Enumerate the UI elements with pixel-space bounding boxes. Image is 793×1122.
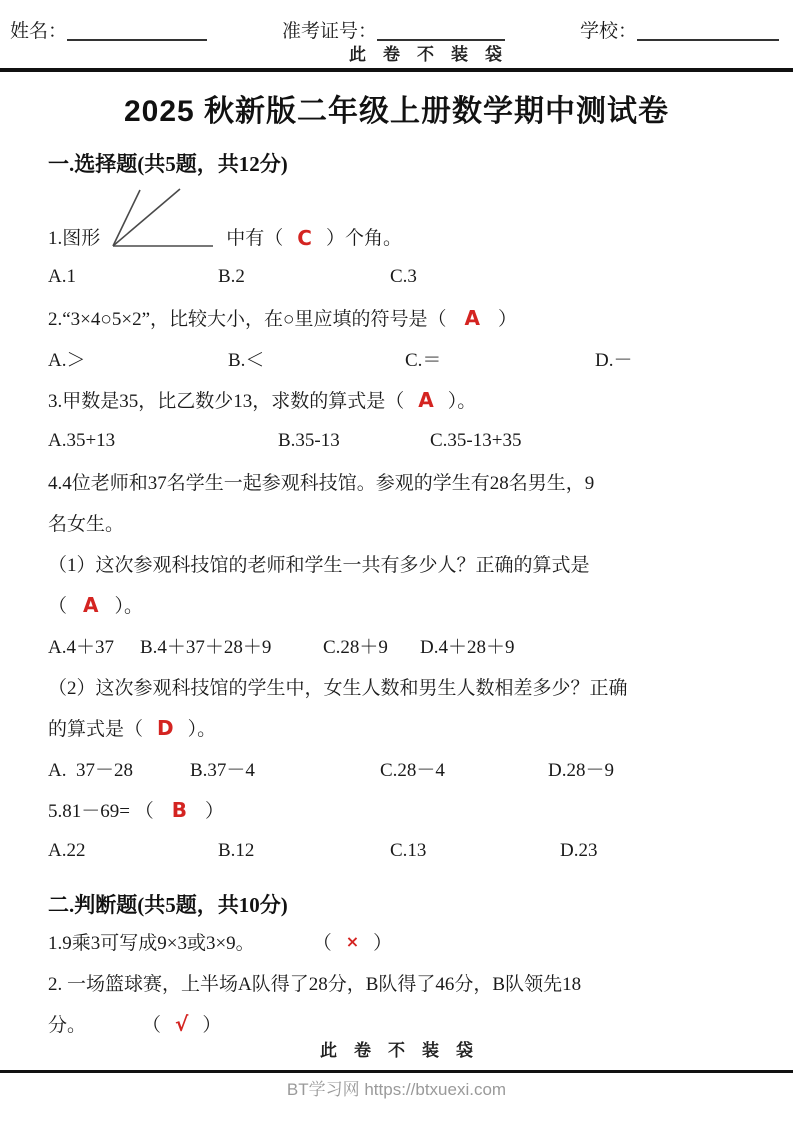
j1-answer-cross-mark: ×: [345, 932, 360, 951]
q2-text-post: ）: [497, 309, 517, 330]
question-2: [48, 297, 753, 338]
q3-option-b: B.35-13: [278, 429, 340, 451]
site-attribution-link[interactable]: BT学习网 https://btxuexi.com: [286, 1080, 507, 1099]
choice-section-heading: 一.选择题(共5题，共12分): [48, 152, 288, 176]
q5-answer: B: [171, 797, 187, 822]
judge-section-heading: 二.判断题(共5题，共10分): [48, 893, 288, 917]
q1-text-pre: 1.图形: [48, 228, 101, 249]
j1-text: 1.9乘3可写成9×3或3×9。: [48, 933, 255, 954]
q1-answer: C: [297, 226, 312, 250]
question-1: [48, 180, 753, 256]
judge-2-line1: 2. 一场篮球赛，上半场A队得了28分，B队得了46分，B队领先18: [48, 974, 582, 995]
question-5: [48, 789, 753, 830]
question-3: [48, 379, 753, 420]
q4-sub1-answer: A: [83, 592, 99, 617]
exam-content: [0, 146, 793, 1044]
school-blank-field[interactable]: [637, 21, 779, 41]
footer: [0, 1036, 793, 1100]
q3-text-pre: 3.甲数是35，比乙数少13，求数的算式是（: [48, 391, 405, 412]
q1-option-a: A.1: [48, 265, 76, 287]
angle-figure: [110, 188, 216, 250]
q4-sub1-option-b: B.4＋37＋28＋9: [140, 637, 272, 658]
j2-paren-close: ）: [202, 1015, 222, 1036]
q4-sub2-answer-line: [48, 707, 753, 748]
q1-option-c: C.3: [390, 265, 417, 287]
name-field-group: [10, 16, 207, 43]
q2-option-c: C.＝: [405, 350, 442, 371]
question-4-stem-line2: 名女生。: [48, 514, 125, 535]
q4-sub1-text: （1）这次参观科技馆的老师和学生一共有多少人？正确的算式是: [48, 555, 590, 576]
q4-sub1-paren-close: ）。: [114, 596, 144, 617]
seal-notice-top: 此 卷 不 装 袋: [349, 45, 502, 64]
q2-option-d: D.－: [595, 350, 633, 371]
j1-paren-close: ）: [373, 933, 393, 954]
q1-option-b: B.2: [218, 265, 245, 287]
q4-sub1-option-c: C.28＋9: [323, 637, 388, 658]
q5-options-row: [48, 830, 753, 871]
q1-options-row: [48, 256, 753, 297]
q3-option-c: C.35-13+35: [430, 429, 522, 451]
name-blank-field[interactable]: [67, 21, 207, 41]
q4-sub1-option-d: D.4＋28＋9: [420, 637, 515, 658]
j2-text: 分。: [48, 1015, 87, 1036]
q4-sub2-option-d: D.28－9: [548, 760, 614, 781]
q1-text-post: ）个角。: [325, 228, 402, 249]
seal-notice-bottom: 此 卷 不 装 袋: [320, 1041, 473, 1060]
q5-option-b: B.12: [218, 839, 255, 861]
header-bar: [0, 0, 793, 72]
j1-paren-open: （: [312, 933, 332, 954]
q2-option-a: A.＞: [48, 350, 86, 371]
q4-sub2-paren-close: ）。: [187, 719, 217, 740]
ticket-field-group: [282, 16, 505, 43]
j2-answer-check-mark: √: [175, 1011, 189, 1036]
q4-sub2-text-line1: （2）这次参观科技馆的学生中，女生人数和男生人数相差多少？正确: [48, 678, 628, 699]
q4-sub2-option-c: C.28－4: [380, 760, 445, 781]
school-label: 学校：: [579, 21, 637, 42]
q4-sub2-options-row: [48, 748, 753, 789]
q4-sub1-options-row: [48, 625, 753, 666]
q3-answer: A: [418, 387, 434, 412]
q4-sub2-answer: D: [157, 715, 174, 740]
q4-sub2-option-a: A. 37－28: [48, 760, 133, 781]
q3-option-a: A.35+13: [48, 429, 116, 451]
footer-divider: [0, 1070, 793, 1073]
q4-sub1-option-a: A.4＋37: [48, 637, 114, 658]
ticket-blank-field[interactable]: [377, 21, 505, 41]
q5-option-a: A.22: [48, 839, 86, 861]
q3-options-row: [48, 420, 753, 461]
j2-paren-open: （: [142, 1015, 162, 1036]
q4-sub1-paren-open: （: [48, 596, 68, 617]
q4-sub1-answer-line: [48, 584, 753, 625]
ticket-label: 准考证号：: [281, 21, 377, 42]
q4-sub2-option-b: B.37－4: [190, 760, 255, 781]
q5-option-c: C.13: [390, 839, 427, 861]
q2-text-pre: 2.“3×4○5×2”，比较大小，在○里应填的符号是（: [48, 309, 447, 330]
q5-text-pre: 5.81－69= （: [48, 801, 154, 822]
q3-text-post: ）。: [447, 391, 477, 412]
question-4-stem-line1: 4.4位老师和37名学生一起参观科技馆。参观的学生有28名男生，9: [48, 473, 595, 494]
q2-option-b: B.＜: [228, 350, 265, 371]
q2-options-row: [48, 338, 753, 379]
page-title: 2025 秋新版二年级上册数学期中测试卷: [123, 95, 670, 128]
q2-answer: A: [464, 305, 480, 330]
q5-option-d: D.23: [560, 839, 598, 861]
q1-text-mid: 中有（: [226, 228, 284, 249]
name-label: 姓名：: [10, 21, 68, 42]
school-field-group: [580, 16, 779, 43]
judge-1: [48, 921, 753, 962]
q5-text-post: ）: [204, 801, 224, 822]
q4-sub2-text-pre: 的算式是（: [48, 719, 144, 740]
